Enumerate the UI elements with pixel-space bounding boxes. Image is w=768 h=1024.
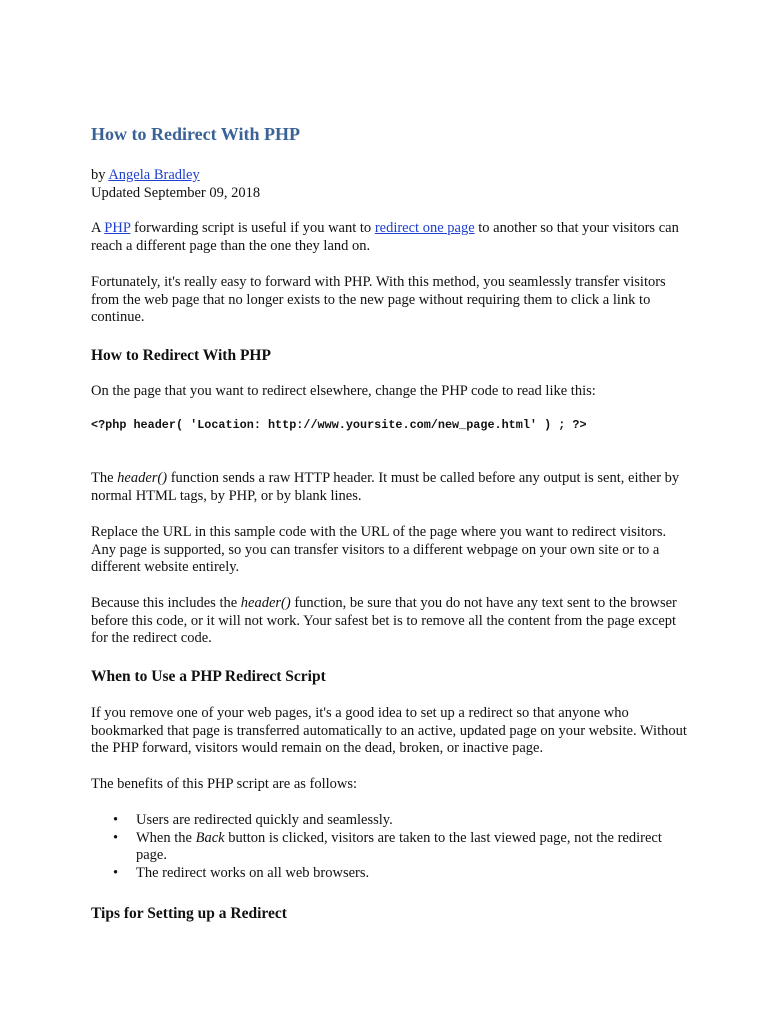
php-link[interactable]: PHP [104,220,131,236]
redirect-one-page-link[interactable]: redirect one page [374,220,475,236]
author-link[interactable]: Angela Bradley [108,167,200,183]
intro-text-b: forwarding script is useful if you want to [133,220,372,236]
bullet-icon: • [113,865,119,882]
list-item [91,865,671,883]
list-item [91,830,671,865]
section-heading-redirect: How to Redirect With PHP [91,347,271,364]
intro-paragraph-1 [91,220,691,255]
section-heading-when-to-use: When to Use a PHP Redirect Script [91,668,326,685]
updated-date: Updated September 09, 2018 [91,185,261,201]
article-title: How to Redirect With PHP [91,124,300,144]
intro-text-a: A [91,220,101,236]
section2-paragraph-2: The benefits of this PHP script are as follows: [91,776,358,792]
intro-paragraph-2: Fortunately, it's really easy to forward with PHP. With this method, you seamlessly transfer visitors from the web page that no longer exists to the new page without requiring them to click a link to continue. [91,274,666,326]
header-text-b: function sends a raw HTTP header. It must be called before any output is sent, either by normal HTML tags, by PHP, or by blank lines. [91,470,680,504]
bullet-icon: • [113,812,119,828]
header-function-name: header() [117,470,168,486]
code-sample: <?php header( 'Location: http://www.yoursite.com/new_page.html' ) ; ?> [91,418,587,432]
section1-paragraph-1: On the page that you want to redirect elsewhere, change the PHP code to read like this: [91,383,596,399]
list-item-text-a: When the [136,829,192,846]
list-item-text-b: button is clicked, visitors are taken to the last viewed page, not the redirect page. [136,829,662,864]
byline [91,166,260,202]
benefits-list [91,812,671,883]
list-item-text: Users are redirected quickly and seamlessly. [136,812,393,828]
section1-paragraph-3: Replace the URL in this sample code with the URL of the page where you want to redirect visitors. Any page is supported, so you can transfer visitors to a different webpage on your own site or to a different website entirely. [91,524,667,576]
header-function-name-2: header() [240,595,291,611]
because-text-b: function, be sure that you do not have any text sent to the browser before this code, or it will not work. Your safest bet is to remove all the content from the page except for the redirect code. [91,595,677,647]
because-text-a: Because this includes the [91,595,238,611]
author-line [91,166,260,184]
back-button-term: Back [195,829,225,846]
by-label: by [91,167,106,183]
header-text-a: The [91,470,114,486]
list-item-text: The redirect works on all web browsers. [136,865,370,882]
section1-paragraph-4 [91,595,691,648]
section1-paragraph-2 [91,470,691,505]
list-item [91,812,671,830]
section-heading-tips: Tips for Setting up a Redirect [91,905,287,922]
bullet-icon: • [113,829,119,846]
section2-paragraph-1: If you remove one of your web pages, it's a good idea to set up a redirect so that anyone who bookmarked that page is transferred automatically to an active, updated page on your website. Without the PHP forward, visitors would remain on the dead, broken, or inactive page. [91,705,687,757]
intro-text-c: to another so that your visitors can reach a different page than the one they land on. [91,220,679,254]
